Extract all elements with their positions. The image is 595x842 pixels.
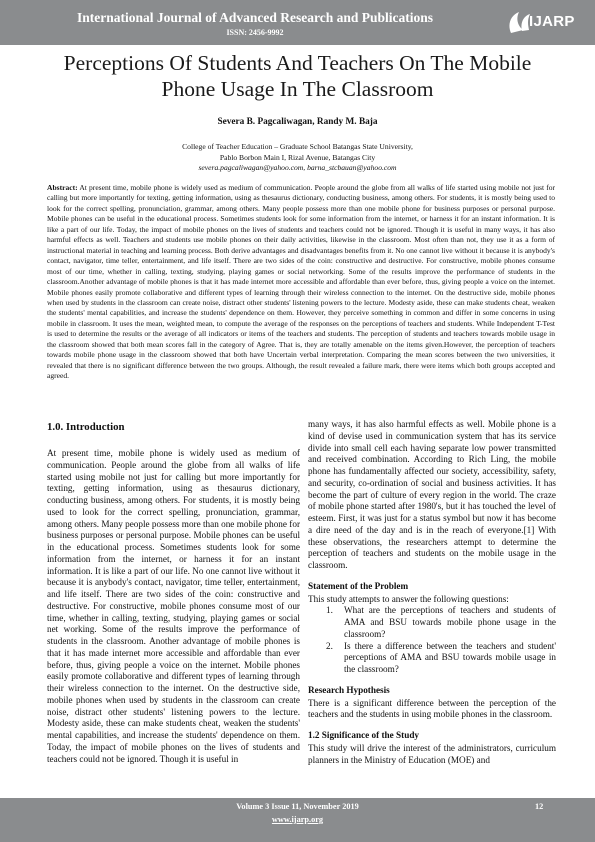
introduction-heading: 1.0. Introduction (47, 421, 125, 433)
journal-title: International Journal of Advanced Research and Publications (76, 10, 434, 25)
list-item-text: What are the perceptions of teachers and students of AMA and BSU towards mobile phone usage in the classroom? (344, 605, 556, 639)
list-item (308, 641, 556, 676)
footer-volume: Volume 3 Issue 11, November 2019 (236, 802, 359, 811)
introduction-text-left: At present time, mobile phone is widely used as medium of communication. People around the globe from all walks of life started using mobile not just for calling but more importantly for texting, getting information, using as thesaurus dictionary, conducting business, among others. For students, it is mostly being used to look for the correct spelling, pronunciation, grammar, among others. Many people possess more than one mobile phone for business purposes or personal purpose. Mobile phones can be useful in the educational process. Sometimes students look for some information from the internet, or harness it for an instant information. It is like a part of our life. No one cannot live without it because it is anybody's contact, navigator, time teller, entertainment, and life itself. There are two sides of the coin: constructive and destructive. For constructive, mobile phones consume most of our time, whether in calling, texting, studying, playing games or social net working. Some of the results improve the performance of students in the classroom. Another advantage of mobile phones is that it has made internet more accessible and affordable than ever before, thus, giving people a voice on the internet. Mobile phones easily promote collaborative and different types of learning through their wireless connection to the internet. On the destructive side, mobile phones when used by students in the classroom can create noise, distract other students' listening powers to the lecture. Modesty aside, these can make students cheat, weaken the students' mental capabilities, and increase the students' dependence on them. Today, the impact of mobile phones on the lives of students and teachers could not be ignored. Though it is useful in (47, 448, 300, 764)
list-item-text: Is there a difference between the teachers and student' perceptions of AMA and BSU towards mobile usage in the classroom? (344, 640, 556, 674)
significance-text: This study will drive the interest of the administrators, curriculum planners in the Ministry of Education (MOE) and (308, 742, 556, 765)
statement-of-problem-heading: Statement of the Problem (308, 580, 409, 591)
author-emails: severa.pagcaliwagan@yahoo.com, barna_stcbauan@yahoo.com (198, 163, 397, 172)
affiliation-line-2: Pablo Borbon Main I, Rizal Avenue, Batangas City (219, 152, 376, 162)
paper-authors: Severa B. Pagcaliwagan, Randy M. Baja (217, 117, 378, 127)
introduction-text-right: many ways, it has also harmful effects as well. Mobile phone is a kind of devise used in communication system that has its service divide into small cell each having separate low power transmitted and received combination. According to Rich Ling, the mobile phone has fundamentally affected our society, accessibility, safety, and security, co-ordination of social and business activities. It has become the part of culture of every region in the world. The craze of mobile phone started after 1980's, but it has touched the level of esteem. First, it was just for a status symbol but now it has become a dire need of the day and is in the reach of everyone.[1] With these observations, the researchers attempt to determine the perception of teachers and students on the mobile usage in the classroom. (308, 419, 556, 570)
research-questions-list (308, 605, 556, 676)
list-item (308, 605, 556, 640)
list-item-number: 1. (326, 605, 333, 616)
author-affiliation (0, 142, 595, 174)
right-column (308, 419, 556, 766)
research-hypothesis-heading: Research Hypothesis (308, 684, 390, 695)
statement-of-problem-intro: This study attempts to answer the following questions: (308, 593, 509, 604)
paper-title: Perceptions Of Students And Teachers On The Mobile Phone Usage In The Classroom (63, 51, 532, 101)
significance-heading: 1.2 Significance of the Study (308, 730, 420, 740)
list-item-number: 2. (326, 640, 333, 651)
research-hypothesis-text: There is a significant difference between the perception of the teachers and the students in using mobile phones in the classroom. (308, 697, 556, 720)
journal-logo-text: IJARP (529, 13, 575, 30)
abstract-text: At present time, mobile phone is widely used as medium of communication. People around the globe from all walks of life started using mobile not just for calling but more importantly for texting, getting information, using as thesaurus dictionary, conducting business, among others. For students, it is mostly being used to look for the correct spelling, pronunciation, grammar, among others. Many people possess more than one mobile phone for business purposes or personal purpose. Mobile phones can be useful in the educational process. Sometimes students look for some information from the internet, or harness it for an instant information. It is like a part of our life. Today, the impact of mobile phones on the lives of students and teachers could not be ignored. Though it is useful in many ways, it has also harmful effects as well. Teachers and students use mobile phones on their daily activities, likewise in the classroom. Most often than not, they use it as a form of instructional material in teaching and learning process. Both derive advantages and disadvantages benefits from it. No one cannot live without it because it is anybody's contact, navigator, time teller, entertainment, and life itself. There are two sides of the coin: constructive and destructive. For constructive, mobile phones consume most of our time, whether in calling, texting, studying, playing games or social networking. Some of the results improve the performance of students in the classroom.Another advantage of mobile phones is that it has made internet more accessible and affordable than ever before, thus, giving people a voice on the internet. Mobile phones easily promote collaborative and different types of learning through their wireless connection to the internet. On the destructive side, mobile phones when used by students in the classroom can create noise, distract other students' listening powers to the lecture. Modesty aside, these can make students cheat, weaken the students' mental capabilities, and increase the students' dependence on them. However, they perceive something in common and differ in some concerns in using mobile in classroom. It uses the mean, weighted mean, to compute the average of the responses on the perceptions of teachers and students. While Independent T-Test is used to determine the results or the average of all indicators or items of the teachers and students. The perception of students and teachers towards mobile usage in the classroom showed that both mean scores fall in the category of Agree. That is, they are totally amenable on the items given.However, the perception of teachers towards mobile phone usage in the classroom showed that both have Uncertain verbal interpretation. Comparing the mean scores between the two universities, it revealed that there is no significant difference between the two groups. Although, the result revealed a failure mark, there were items which both groups accepted and agreed. (47, 183, 555, 381)
page-number: 12 (535, 802, 544, 811)
left-column (47, 421, 300, 765)
abstract (47, 183, 555, 382)
issn: ISSN: 2456-9992 (226, 28, 284, 37)
abstract-label: Abstract: (47, 183, 78, 192)
footer-website-link[interactable]: www.ijarp.org (271, 815, 324, 824)
affiliation-line-1: College of Teacher Education – Graduate School Batangas State University, (182, 142, 413, 151)
